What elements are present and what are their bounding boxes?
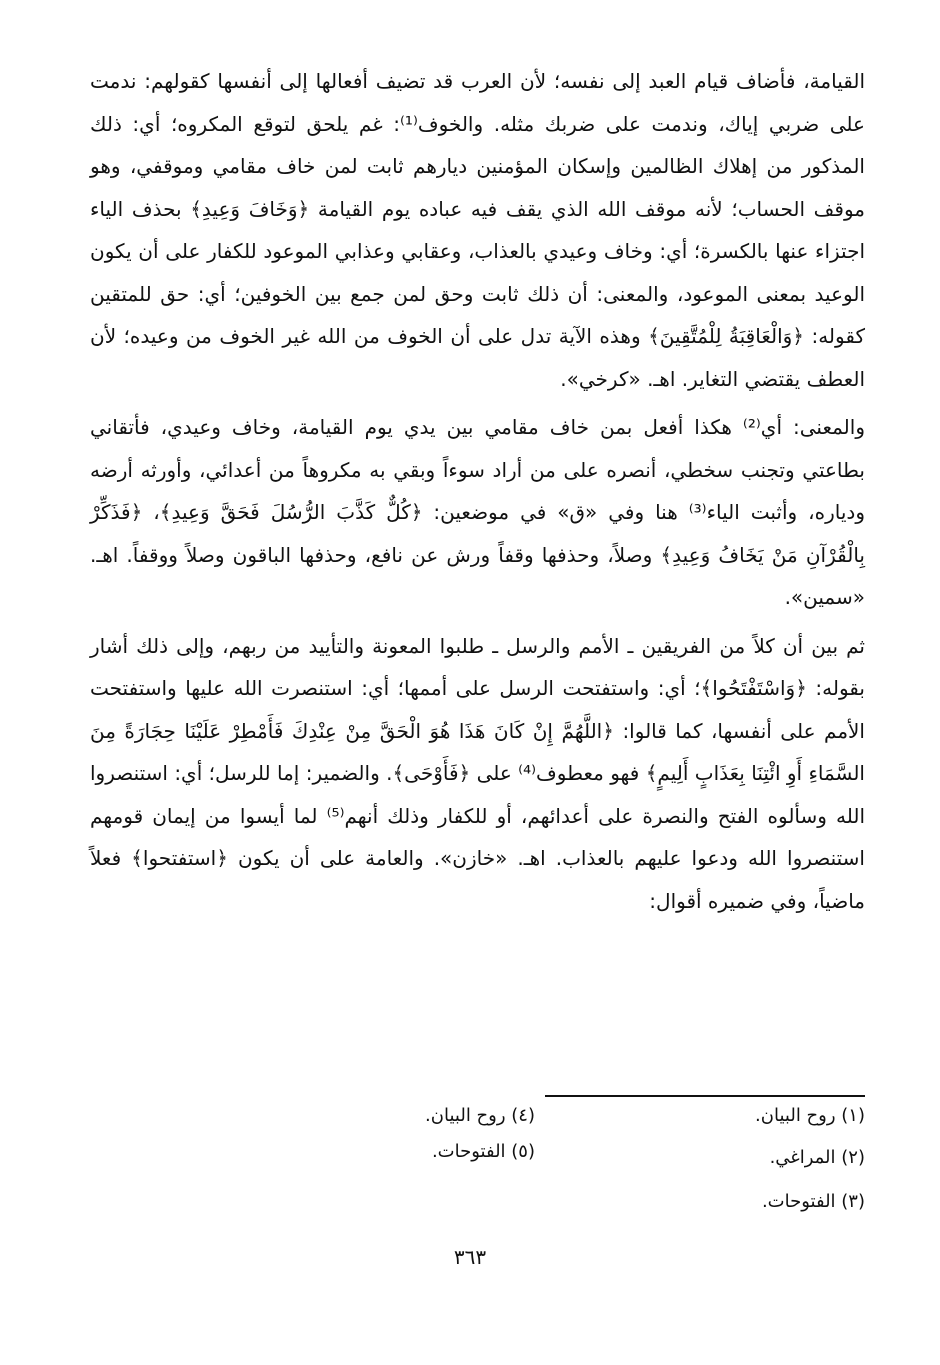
footnote-4: (٤) روح البيان.	[425, 1105, 535, 1126]
main-text	[90, 60, 865, 922]
paragraph-2: والمعنى: أي⁽²⁾ هكذا أفعل بمن خاف مقامي بين يدي يوم القيامة، وخاف وعيدي، فأتقاني بطاعتي وتجنب سخطي، أنصره على من أراد سوءاً وبقي به مكروهاً من أعدائي، وأورثه أرضه ودياره، وأثبت الياء⁽³⁾ هنا وفي «ق» في موضعين: ﴿كُلٌّ كَذَّبَ الرُّسُلَ فَحَقَّ وَعِيدِ﴾، ﴿فَذَكِّرْ بِالْقُرْآنِ مَنْ يَخَافُ وَعِيدِ﴾ وصلاً، وحذفها وقفاً ورش عن نافع، وحذفها الباقون وصلاً ووقفاً. اهـ. «سمين».	[90, 415, 865, 609]
footnote-divider	[545, 1095, 865, 1097]
footnote-1: (١) روح البيان.	[755, 1105, 865, 1126]
paragraph-1: القيامة، فأضاف قيام العبد إلى نفسه؛ لأن العرب قد تضيف أفعالها إلى أنفسها كقولهم: ندمت على ضربي إياك، وندمت على ضربك مثله. والخوف⁽¹⁾: غم يلحق لتوقع المكروه؛ أي: ذلك المذكور من إهلاك الظالمين وإسكان المؤمنين ديارهم ثابت لمن خاف مقامي وموقفي، وهو موقف الحساب؛ لأنه موقف الله الذي يقف فيه عباده يوم القيامة ﴿وَخَافَ وَعِيدِ﴾ بحذف الياء اجتزاء عنها بالكسرة؛ أي: وخاف وعيدي بالعذاب، وعقابي وعذابي الموعود للكفار على أن يكون الوعيد بمعنى الموعود، والمعنى: أن ذلك ثابت وحق لمن جمع بين الخوفين؛ أي: حق للمتقين كقوله: ﴿وَالْعَاقِبَةُ لِلْمُتَّقِينَ﴾ وهذه الآية تدل على أن الخوف من الله غير الخوف من وعيده؛ لأن العطف يقتضي التغاير. اهـ. «كرخي».	[90, 69, 865, 391]
footnote-3: (٣) الفتوحات.	[761, 1191, 865, 1212]
footnote-5: (٥) الفتوحات.	[431, 1141, 535, 1162]
page-number: ٣٦٣	[453, 1245, 487, 1269]
footnote-2: (٢) المراغي.	[769, 1147, 865, 1168]
paragraph-3: ثم بين أن كلاً من الفريقين ـ الأمم والرسل ـ طلبوا المعونة والتأييد من ربهم، وإلى ذلك أشار بقوله: ﴿وَاسْتَفْتَحُوا﴾؛ أي: واستفتحت الرسل على أممها؛ أي: استنصرت الله عليها واستفتحت الأمم على أنفسها، كما قالوا: ﴿اللَّهُمَّ إِنْ كَانَ هَذَا هُوَ الْحَقَّ مِنْ عِنْدِكَ فَأَمْطِرْ عَلَيْنَا حِجَارَةً مِنَ السَّمَاءِ أَوِ ائْتِنَا بِعَذَابٍ أَلِيمٍ﴾ فهو معطوف⁽⁴⁾ على ﴿فَأَوْحَى﴾. والضمير: إما للرسل؛ أي: استنصروا الله وسألوه الفتح والنصرة على أعدائهم، أو للكفار وذلك أنهم⁽⁵⁾ لما أيسوا من إيمان قومهم استنصروا الله ودعوا عليهم بالعذاب. اهـ. «خازن». والعامة على أن يكون ﴿استفتحوا﴾ فعلاً ماضياً، وفي ضميره أقوال:	[89, 633, 866, 913]
